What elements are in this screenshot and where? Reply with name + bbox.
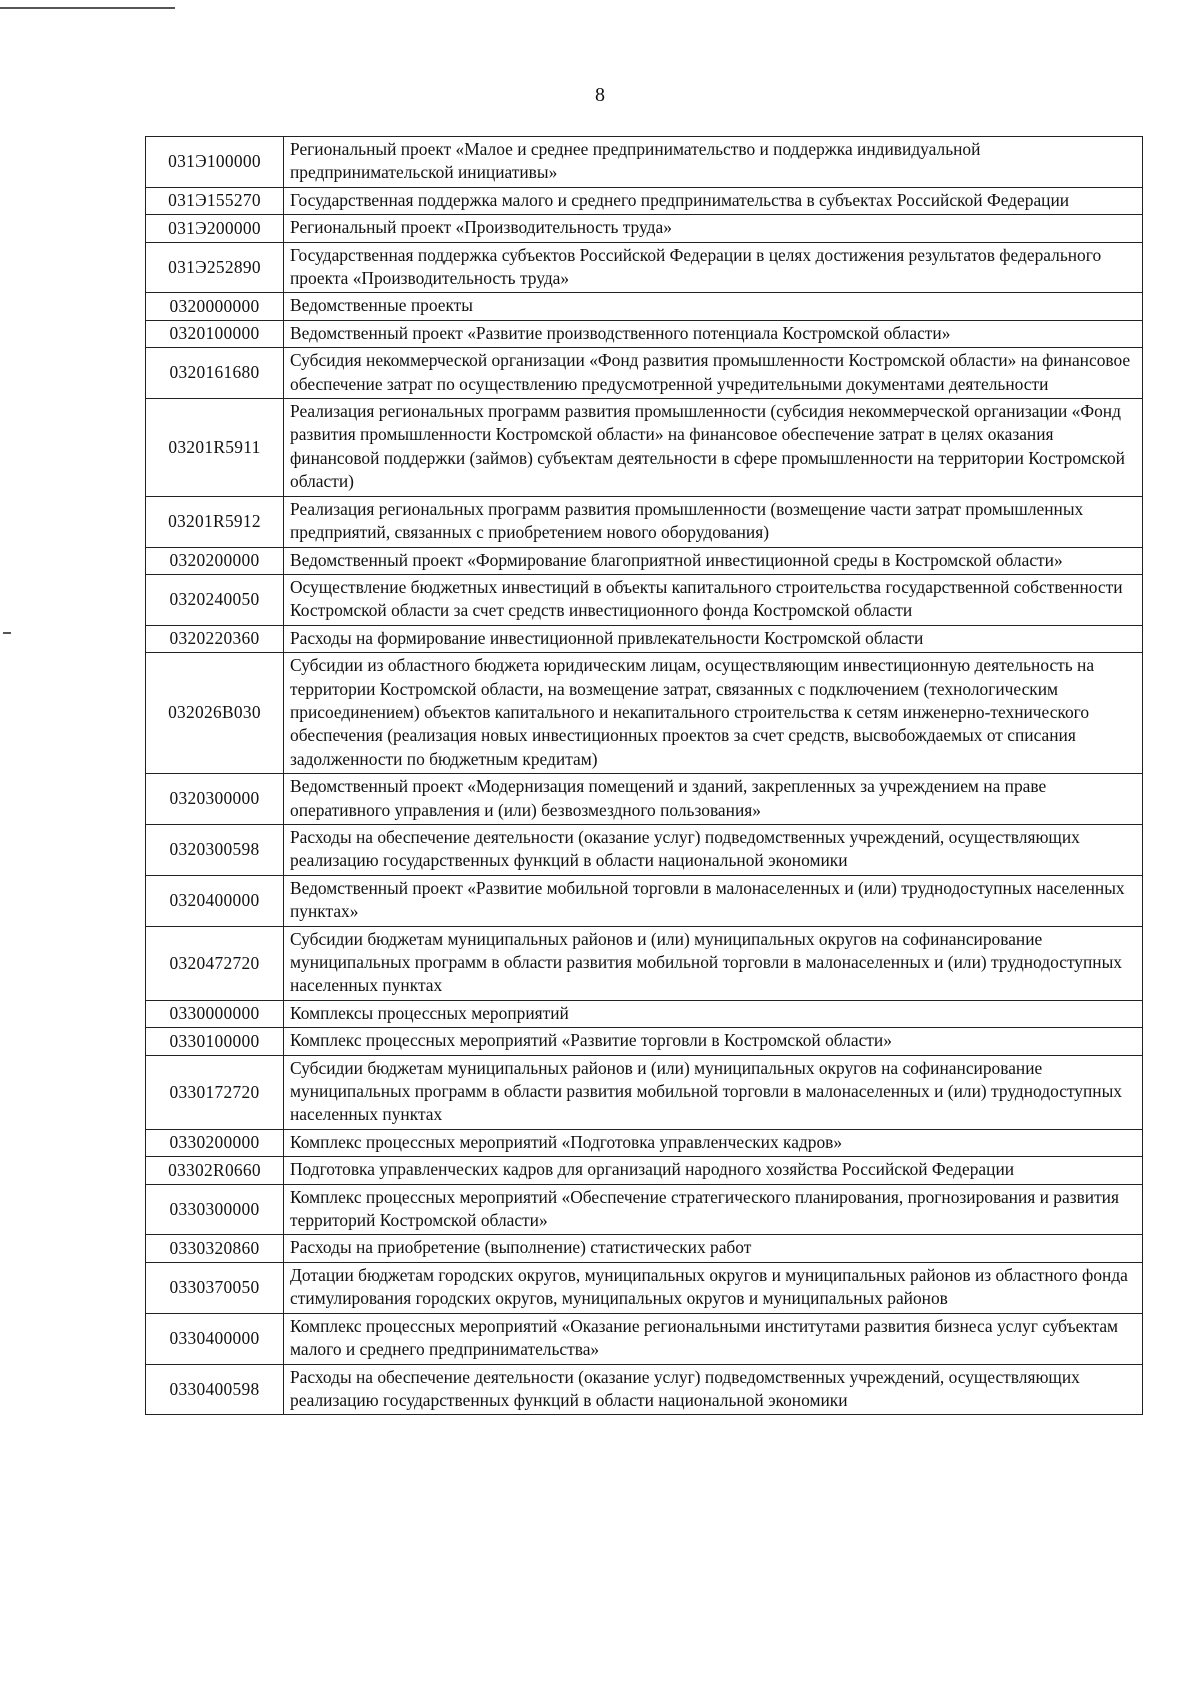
classification-code: 03302R0660 bbox=[146, 1157, 284, 1184]
classification-code: 0320161680 bbox=[146, 348, 284, 399]
expense-description: Ведомственный проект «Развитие мобильной торговли в малонаселенных и (или) труднодоступных населенных пунктах» bbox=[284, 875, 1143, 926]
scan-edge-mark bbox=[3, 632, 11, 634]
table-row bbox=[146, 824, 1143, 875]
classification-code: 0330400000 bbox=[146, 1313, 284, 1364]
expense-description: Комплексы процессных мероприятий bbox=[284, 1000, 1143, 1027]
classification-code: 0330172720 bbox=[146, 1055, 284, 1129]
expense-description: Государственная поддержка малого и среднего предпринимательства в субъектах Российской Федерации bbox=[284, 187, 1143, 214]
classification-code: 03201R5911 bbox=[146, 399, 284, 497]
table-row bbox=[146, 574, 1143, 625]
classification-code: 0320300000 bbox=[146, 774, 284, 825]
expense-description: Государственная поддержка субъектов Российской Федерации в целях достижения результатов федерального проекта «Производительность труда» bbox=[284, 242, 1143, 293]
expense-description: Региональный проект «Производительность труда» bbox=[284, 215, 1143, 242]
table-row bbox=[146, 1000, 1143, 1027]
table-row bbox=[146, 653, 1143, 774]
classification-code: 03201R5912 bbox=[146, 496, 284, 547]
table-row bbox=[146, 875, 1143, 926]
expense-description: Ведомственный проект «Формирование благоприятной инвестиционной среды в Костромской области» bbox=[284, 547, 1143, 574]
table-row bbox=[146, 293, 1143, 320]
table-row bbox=[146, 215, 1143, 242]
classification-code: 0320220360 bbox=[146, 625, 284, 652]
expense-description: Субсидии бюджетам муниципальных районов и (или) муниципальных округов на софинансирование муниципальных программ в области развития мобильной торговли в малонаселенных и (или) труднодоступных населенных пунктах bbox=[284, 1055, 1143, 1129]
classification-code: 0320100000 bbox=[146, 320, 284, 347]
table-body bbox=[146, 137, 1143, 1415]
classification-code: 031Э155270 bbox=[146, 187, 284, 214]
classification-code: 0330100000 bbox=[146, 1028, 284, 1055]
table-row bbox=[146, 547, 1143, 574]
table-row bbox=[146, 1364, 1143, 1415]
expense-description: Расходы на формирование инвестиционной привлекательности Костромской области bbox=[284, 625, 1143, 652]
table-row bbox=[146, 348, 1143, 399]
expense-description: Ведомственный проект «Модернизация помещений и зданий, закрепленных за учреждением на праве оперативного управления и (или) безвозмездного пользования» bbox=[284, 774, 1143, 825]
budget-code-table bbox=[145, 136, 1143, 1415]
classification-code: 0320472720 bbox=[146, 926, 284, 1000]
table-row bbox=[146, 774, 1143, 825]
classification-code: 0330320860 bbox=[146, 1235, 284, 1262]
table-row bbox=[146, 496, 1143, 547]
expense-description: Комплекс процессных мероприятий «Подготовка управленческих кадров» bbox=[284, 1129, 1143, 1156]
expense-description: Субсидии бюджетам муниципальных районов и (или) муниципальных округов на софинансирование муниципальных программ в области развития мобильной торговли в малонаселенных и (или) труднодоступных населенных пунктах bbox=[284, 926, 1143, 1000]
classification-code: 0330370050 bbox=[146, 1262, 284, 1313]
expense-description: Комплекс процессных мероприятий «Обеспечение стратегического планирования, прогнозирования и развития территорий Костромской области» bbox=[284, 1184, 1143, 1235]
expense-description: Расходы на приобретение (выполнение) статистических работ bbox=[284, 1235, 1143, 1262]
table-row bbox=[146, 1129, 1143, 1156]
expense-description: Субсидия некоммерческой организации «Фонд развития промышленности Костромской области» на финансовое обеспечение затрат по осуществлению предусмотренной учредительными документами деятельности bbox=[284, 348, 1143, 399]
expense-description: Реализация региональных программ развития промышленности (возмещение части затрат промышленных предприятий, связанных с приобретением нового оборудования) bbox=[284, 496, 1143, 547]
classification-code: 0320400000 bbox=[146, 875, 284, 926]
expense-description: Субсидии из областного бюджета юридическим лицам, осуществляющим инвестиционную деятельность на территории Костромской области, на возмещение затрат, связанных с подключением (технологическим присоединением) объектов капитального и некапитального строительства к сетям инженерно-технического обеспечения (реализация новых инвестиционных проектов за счет средств, высвобождаемых от списания задолженности по бюджетным кредитам) bbox=[284, 653, 1143, 774]
classification-code: 031Э100000 bbox=[146, 137, 284, 188]
expense-description: Расходы на обеспечение деятельности (оказание услуг) подведомственных учреждений, осуществляющих реализацию государственных функций в области национальной экономики bbox=[284, 1364, 1143, 1415]
table-row bbox=[146, 625, 1143, 652]
table-row bbox=[146, 399, 1143, 497]
expense-description: Региональный проект «Малое и среднее предпринимательство и поддержка индивидуальной предпринимательской инициативы» bbox=[284, 137, 1143, 188]
table-row bbox=[146, 137, 1143, 188]
table-row bbox=[146, 320, 1143, 347]
classification-code: 0330400598 bbox=[146, 1364, 284, 1415]
table-row bbox=[146, 1184, 1143, 1235]
scan-edge-mark bbox=[0, 7, 175, 9]
classification-code: 031Э200000 bbox=[146, 215, 284, 242]
classification-code: 0330200000 bbox=[146, 1129, 284, 1156]
classification-code: 0320240050 bbox=[146, 574, 284, 625]
expense-description: Комплекс процессных мероприятий «Оказание региональными институтами развития бизнеса услуг субъектам малого и среднего предпринимательства» bbox=[284, 1313, 1143, 1364]
classification-code: 032026B030 bbox=[146, 653, 284, 774]
table-row bbox=[146, 1313, 1143, 1364]
classification-code: 031Э252890 bbox=[146, 242, 284, 293]
expense-description: Дотации бюджетам городских округов, муниципальных округов и муниципальных районов из областного фонда стимулирования городских округов, муниципальных округов и муниципальных районов bbox=[284, 1262, 1143, 1313]
classification-code: 0320300598 bbox=[146, 824, 284, 875]
table-row bbox=[146, 1157, 1143, 1184]
table-row bbox=[146, 1262, 1143, 1313]
classification-code: 0330300000 bbox=[146, 1184, 284, 1235]
classification-code: 0330000000 bbox=[146, 1000, 284, 1027]
expense-description: Подготовка управленческих кадров для организаций народного хозяйства Российской Федерации bbox=[284, 1157, 1143, 1184]
table-row bbox=[146, 1028, 1143, 1055]
classification-code: 0320200000 bbox=[146, 547, 284, 574]
page-number: 8 bbox=[595, 84, 605, 106]
expense-description: Комплекс процессных мероприятий «Развитие торговли в Костромской области» bbox=[284, 1028, 1143, 1055]
expense-description: Ведомственный проект «Развитие производственного потенциала Костромской области» bbox=[284, 320, 1143, 347]
table-row bbox=[146, 1055, 1143, 1129]
table-row bbox=[146, 1235, 1143, 1262]
table-row bbox=[146, 187, 1143, 214]
table-row bbox=[146, 242, 1143, 293]
expense-description: Ведомственные проекты bbox=[284, 293, 1143, 320]
expense-description: Осуществление бюджетных инвестиций в объекты капитального строительства государственной собственности Костромской области за счет средств инвестиционного фонда Костромской области bbox=[284, 574, 1143, 625]
classification-code: 0320000000 bbox=[146, 293, 284, 320]
expense-description: Реализация региональных программ развития промышленности (субсидия некоммерческой организации «Фонд развития промышленности Костромской области» на финансовое обеспечение затрат в целях оказания финансовой поддержки (займов) субъектам деятельности в сфере промышленности на территории Костромской области) bbox=[284, 399, 1143, 497]
expense-description: Расходы на обеспечение деятельности (оказание услуг) подведомственных учреждений, осуществляющих реализацию государственных функций в области национальной экономики bbox=[284, 824, 1143, 875]
table-row bbox=[146, 926, 1143, 1000]
